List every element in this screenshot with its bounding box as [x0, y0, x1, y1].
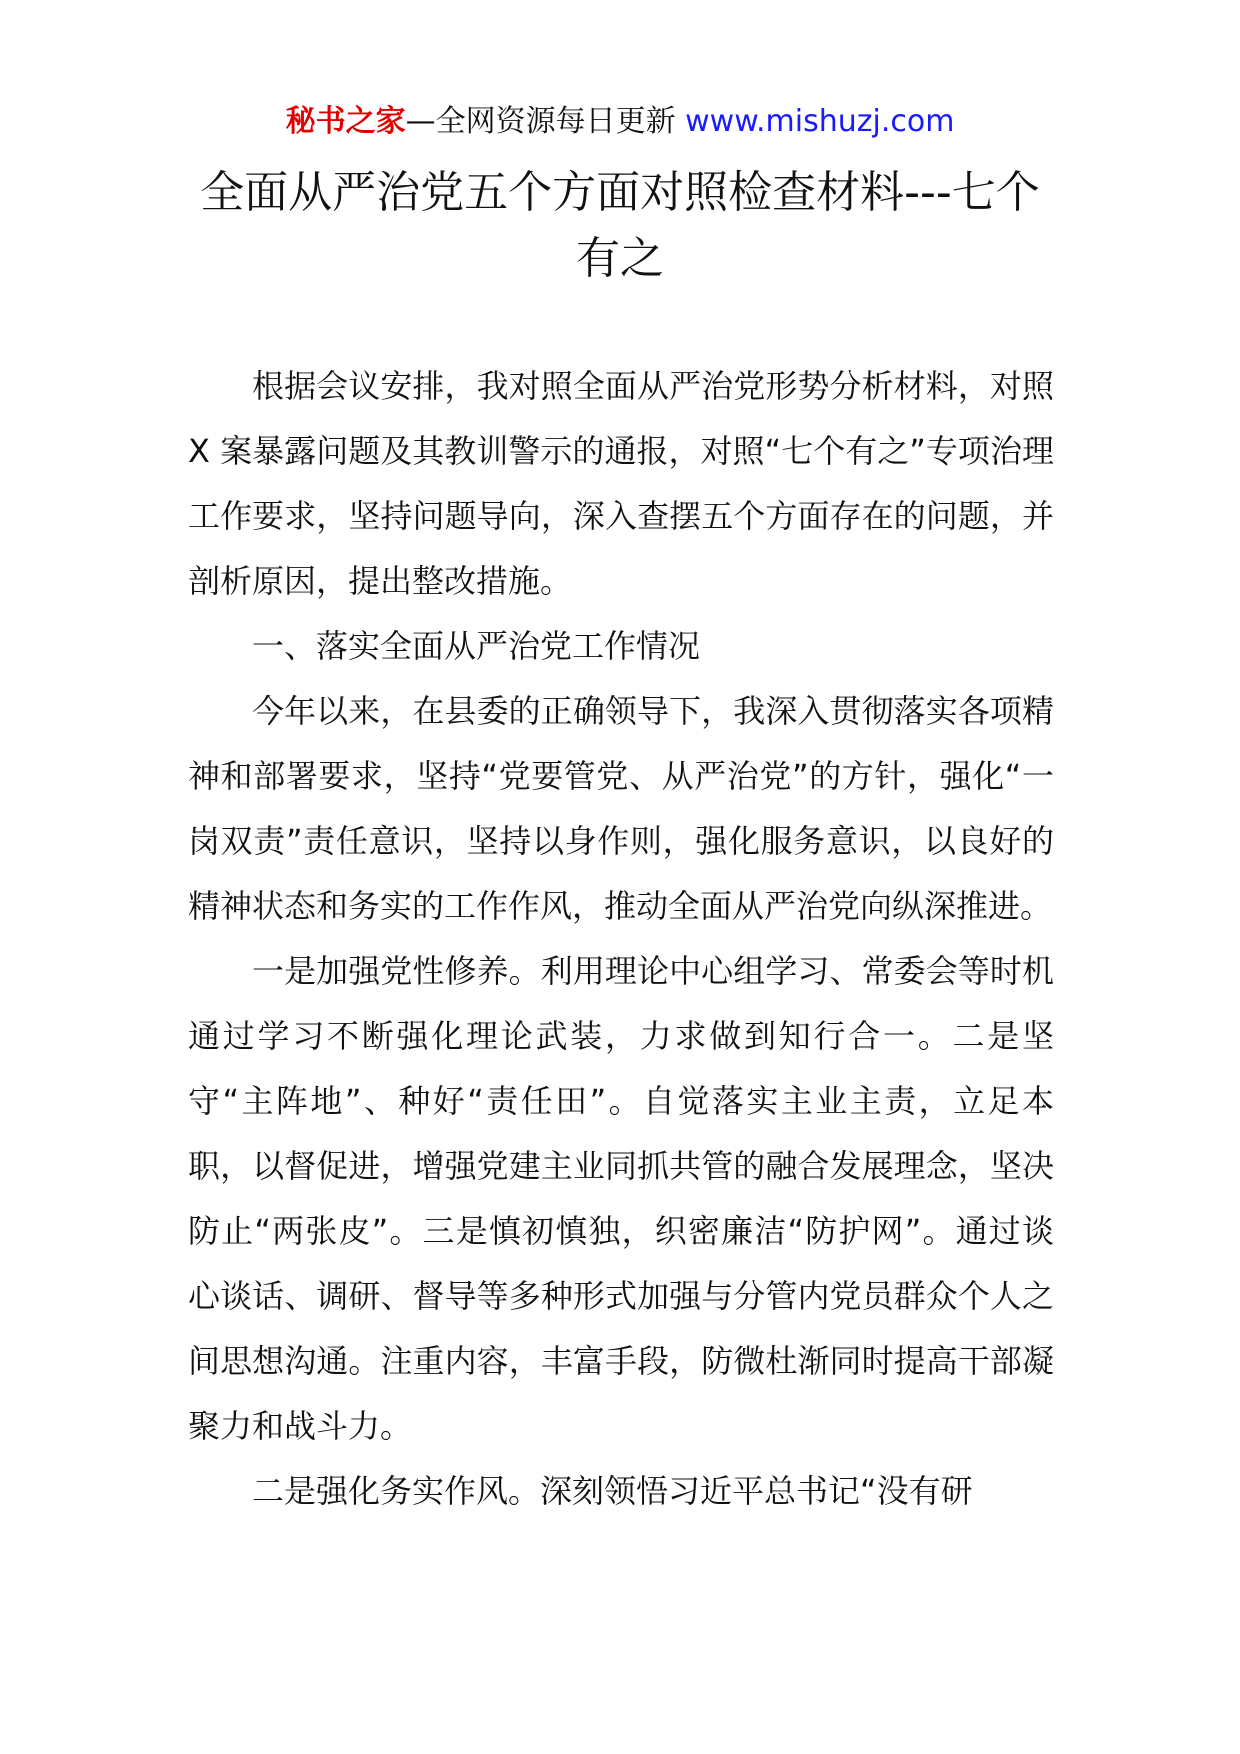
- section-heading: 一、落实全面从严治党工作情况: [252, 627, 701, 665]
- document-title: 全面从严治党五个方面对照检查材料---七个有之: [200, 167, 1040, 284]
- intro-paragraph: 根据会议安排，我对照全面从严治党形势分析材料，对照 X 案暴露问题及其教训警示的通报，对照“七个有之”专项治理工作要求，坚持问题导向，深入查摆五个方面存在的问题，并剖析原因，提出整改措施。: [188, 367, 1054, 600]
- header-banner: [0, 100, 1240, 144]
- body-paragraph: 今年以来，在县委的正确领导下，我深入贯彻落实各项精神和部署要求，坚持“党要管党、从严治党”的方针，强化“一岗双责”责任意识，坚持以身作则，强化服务意识，以良好的精神状态和务实的工作作风，推动全面从严治党向纵深推进。: [188, 692, 1054, 925]
- body-paragraph: 二是强化务实作风。深刻领悟习近平总书记“没有研: [252, 1472, 973, 1510]
- body-paragraph: 一是加强党性修养。利用理论中心组学习、常委会等时机通过学习不断强化理论武装，力求做到知行合一。二是坚守“主阵地”、种好“责任田”。自觉落实主业主责，立足本职，以督促进，增强党建主业同抓共管的融合发展理念，坚决防止“两张皮”。三是慎初慎独，织密廉洁“防护网”。通过谈心谈话、调研、督导等多种形式加强与分管内党员群众个人之间思想沟通。注重内容，丰富手段，防微杜渐同时提高干部凝聚力和战斗力。: [188, 952, 1054, 1445]
- banner-tagline: —全网资源每日更新: [405, 104, 686, 139]
- website-link[interactable]: www.mishuzj.com: [685, 104, 955, 139]
- document-body: [188, 354, 1054, 1524]
- brand-name: 秘书之家: [285, 104, 406, 139]
